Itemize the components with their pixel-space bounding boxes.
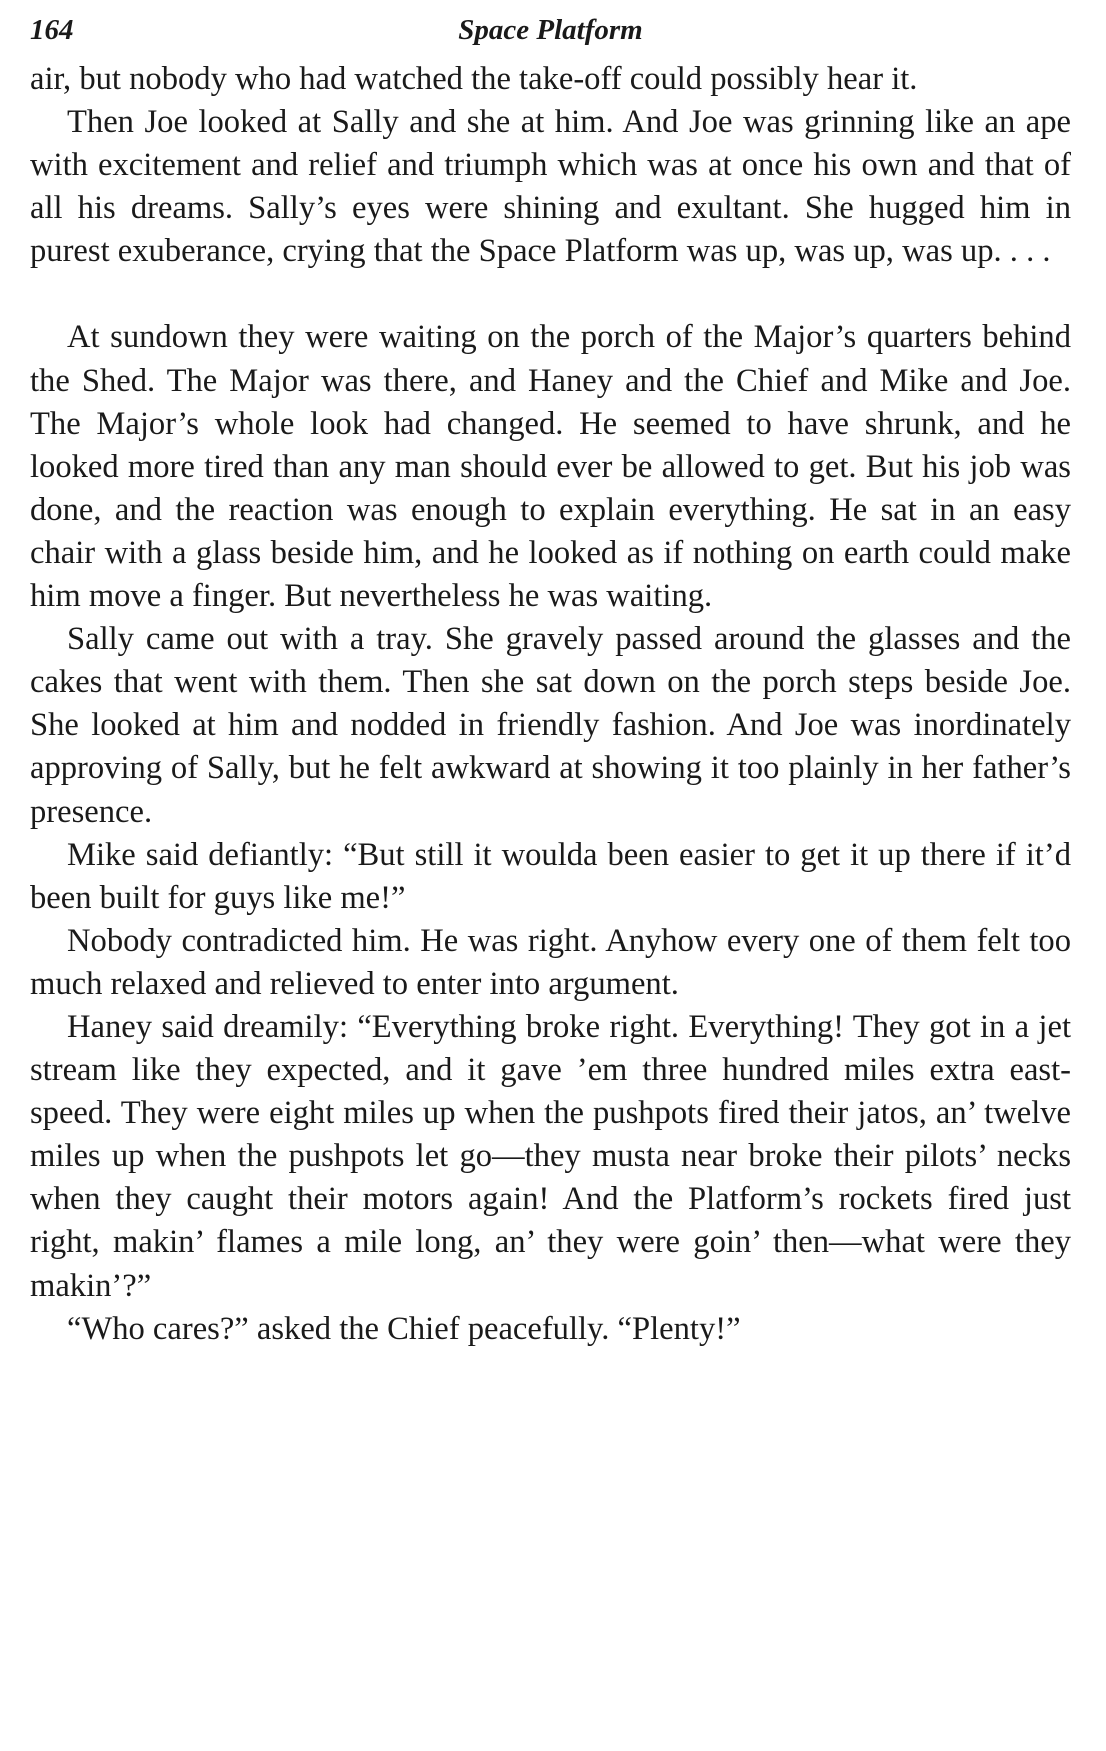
running-head	[30, 14, 1071, 58]
page-number: 164	[30, 14, 74, 46]
running-title: Space Platform	[458, 14, 643, 46]
paragraph: Sally came out with a tray. She gravely passed around the glasses and the cakes that went with them. Then she sat down on the porch steps beside Joe. She looked at him and nodded in friendly fashion. And Joe was inordinately approving of Sally, but he felt awkward at showing it too plainly in her father’s presence.	[30, 621, 1071, 830]
paragraph: Then Joe looked at Sally and she at him. And Joe was grinning like an ape with excitement and relief and triumph which was at once his own and that of all his dreams. Sally’s eyes were shining and exultant. She hugged him in purest exuberance, crying that the Space Platform was up, was up, was up. . . .	[30, 104, 1071, 270]
paragraph: Haney said dreamily: “Everything broke right. Everything! They got in a jet stream like they expected, and it gave ’em three hundred miles extra east-speed. They were eight miles up when the pushpots fired their jatos, an’ twelve miles up when the pushpots let go—they musta near broke their pilots’ necks when they caught their motors again! And the Platform’s rockets fired just right, makin’ flames a mile long, an’ they were goin’ then—what were they makin’?”	[30, 1008, 1071, 1304]
paragraph-section-start: At sundown they were waiting on the porch of the Major’s quarters behind the Shed. The Major was there, and Haney and the Chief and Mike and Joe. The Major’s whole look had changed. He seemed to have shrunk, and he looked more tired than any man should ever be allowed to get. But his job was done, and the reaction was enough to explain everything. He sat in an easy chair with a glass beside him, and he looked as if nothing on earth could make him move a finger. But nevertheless he was waiting.	[30, 319, 1071, 615]
paragraph: Nobody contradicted him. He was right. Anyhow every one of them felt too much relaxed and relieved to enter into argument.	[30, 922, 1071, 1002]
paragraph-continued: air, but nobody who had watched the take-off could possibly hear it.	[30, 61, 918, 97]
body-text	[30, 58, 1071, 1351]
paragraph: “Who cares?” asked the Chief peacefully. “Plenty!”	[67, 1310, 741, 1347]
paragraph: Mike said defiantly: “But still it woulda been easier to get it up there if it’d been built for guys like me!”	[30, 836, 1071, 916]
book-page	[30, 14, 1071, 1351]
